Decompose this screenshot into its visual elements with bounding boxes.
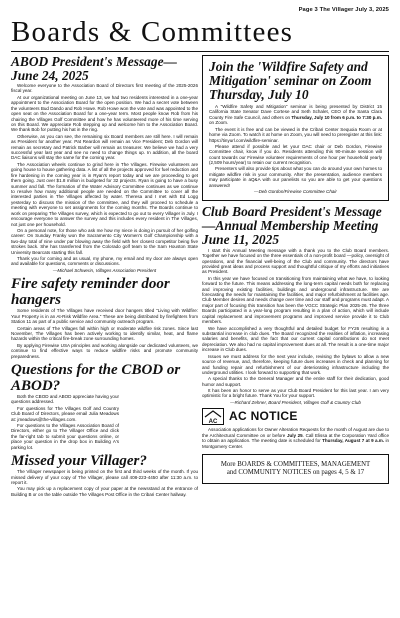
missed-paragraph: The Villager newspaper is being printed on the first and third weeks of the month. If you missed delivery of your copy of The Villager, please call 408-223-4450 after 11:30 a.m. to report it. — [11, 469, 198, 486]
wildfire-paragraph-1: A "Wildfire Safety and Mitigation" seminar is being presented by District 15 California State Senator Dave Cortese and Seth Schalet, CEO of the Santa Clara County Fire Safe Council, and others on Thursday, July 10 from 6 p.m. to 7:30 p.m. on Zoom. — [209, 104, 382, 126]
club-paragraph: A special thanks to the General Manager and the entire staff for their dedication, good humor and support. — [202, 376, 389, 387]
two-column-layout — [11, 55, 389, 498]
fire-paragraph: By applying Firewise USA principles and working alongside our dedicated volunteers, we continue to find effective ways to reduce wildfire risks and promote community preparedness. — [11, 342, 198, 359]
abod-paragraph: Welcome everyone to the Association Board of Directors first meeting of the 2025-2026 fiscal year. — [11, 83, 198, 94]
right-column — [202, 55, 389, 498]
missed-article — [11, 453, 198, 497]
club-article — [202, 205, 389, 406]
questions-paragraph: Both the CBOD and ABOD appreciate having your questions addressed. — [11, 394, 119, 405]
abod-paragraph: Otherwise, as you can see, the remaining six Board members are still here. I will remain as President for another year. Pat Reardon will remain as Vice President; Deb Gordon will remain as secretary and Patrick Barber will remain as treasurer. We believe we had a very successful year last year and see no need to change things up. In addition, all the board DAC liaisons will stay the same for the coming year. — [11, 133, 198, 161]
abod-paragraph: The Association wheels continue to grind here in The Villages. Firewise volunteers are going house to house gathering data. A list of all the projects approved for fuel reduction and fire hardening in the coming year is in Ryan's report today and we are proceeding to get them going. Just over $1.8 million is budgeted for 32 projects. Ryan is going to have a busy summer and fall. The formation of the Water Advisory Committee continues as we continue to resolve how many additional people are needed on the Committee to cover all the interested parties in The Villages affected by water. Theresa and I met with Ed Logg yesterday to discuss the mission of the committee, and they will proceed to schedule a meeting with everyone to set assignments for the coming months. The Boards continue to work on preparing The Villages survey, which is expected to go out to every Villager in July. I encourage everyone to answer the survey and this includes every resident in The Villages, not just one per household. — [11, 161, 198, 227]
questions-paragraph: For questions to the Villages Association Board of Directors, either go to The Villager Office and click the far-right tab to submit your questions online, or place your question in the drop box in Building A's parking lot. — [11, 422, 119, 450]
wildfire-paragraph-2: The event it is free and can be viewed in the Cribari Center Sequoia Room or at home via Zoom. To watch it at home on Zoom, you will need to preregister at this link: https://tinyurl.com/wildfire-seminar. — [209, 126, 382, 143]
wildfire-paragraph-3: Please attend if possible and let your DAC chair or Deb Gordon, Firewise Committee chair, know if you do. Residents attending this 90-minute session will count towards our Firewise volunteer requirements of one hour per household yearly (2,509 hours/year) to retain our current recognition. — [209, 143, 382, 166]
fire-article — [11, 276, 198, 359]
missed-title: Missed your Villager? — [11, 453, 147, 470]
questions-paragraph: For questions for The Villages Golf and Country Club Board of Directors, please email Julia Meadows at: jmeadows@the-villages.com. — [11, 405, 119, 422]
ac-logo-text: AC — [208, 419, 218, 425]
club-title: Club Board President's Message—Annual Membership Meeting June 11, 2025 — [202, 203, 382, 247]
more-boards-line-1: More BOARDS & COMMITTEES, MANAGEMENT — [220, 461, 371, 469]
club-paragraph: In this year we have focused on transitioning from maintaining what we have, to looking forward to the future. This means addressing the long-term capital needs both for replacing and improving existing facilities, buildings and underground infrastructure. We are forecasting the needs for maintaining the facilities, and major refurbishment at facilities age. Club Member desires and needs change over time and our staff and programs must adapt. A major part of focusing this transition has been the VGCC Strategic Plan 2025-26. The three Boards participated in a year-long program resulting in a plan of action, which will include capital replacement and improvement programs and improved service provide it to Club members. — [202, 275, 389, 325]
fire-body — [11, 308, 198, 359]
questions-title: Questions for the CBOD or ABOD? — [11, 362, 181, 395]
club-paragraph: I start this Annual Meeting message with a thank you to the Club Board members. Together we have focused on the three essentials of a non-profit board —policy, oversight of operations, and the financial well-being of the Club and community. The directors have provided great ideas and process support and thoughtful critique of my efforts and initiatives as President. — [202, 247, 389, 275]
ac-notice-body — [202, 427, 389, 449]
left-column — [11, 55, 198, 498]
section-masthead: Boards & Committees — [11, 16, 294, 48]
ac-logo-icon — [202, 408, 224, 425]
abod-paragraph: Thank you for coming and as usual, my phone, my email and my door are always open and available for questions, comments or discussions. — [11, 256, 198, 267]
ac-notice-header — [202, 408, 389, 425]
abod-signature: —Michael Schwerin, Villages Association President — [52, 267, 157, 273]
club-body — [202, 248, 389, 399]
wildfire-signature: —Deb Gordon/Firewise Committee Chair — [254, 189, 337, 195]
missed-body — [11, 469, 198, 497]
abod-paragraph: At our organizational meeting on June 13, we had two residents interested in a one-year appointment to the Association Board for the open position. We had a secret vote between the volunteers Bud Dando and Rob Howe. Rob Howe won the vote and was appointed to the open seat on the Association Board for a one-year term. Most people know Rob from his chairing the Villages Golf Committee and how he has volunteered more of his time serving on this Board. We appreciate Rob stepping up and welcome him to the Association Board. We thank Bob for putting his hat in the ring. — [11, 94, 198, 133]
more-boards-box — [202, 454, 389, 484]
wildfire-seminar-box — [202, 55, 389, 201]
abod-title: ABOD President's Message—June 24, 2025 — [11, 54, 177, 83]
ac-notice-paragraph: Association applications for Owner Alteration Requests for the month of August are due to the Architectural Committee on or before July 25. Call Elissa at the Corporation Yard office to obtain an application. The meeting date is scheduled for Thursday, August 7 at 9 a.m. in Montgomery Center. — [202, 427, 390, 449]
fire-title: Fire safety reminder door hangers — [11, 276, 170, 309]
fire-paragraph: Certain areas of The Villages fall within high or moderate wildfire risk zones. Since last November, The Villages has been actively working to identify similar, heat, and flame hazards within the critical fire-break zone surrounding homes. — [11, 325, 198, 342]
abod-body — [11, 83, 198, 267]
more-boards-line-2: and COMMUNITY NOTICES on pages 4, 5 & 17 — [226, 469, 365, 477]
masthead-rule — [11, 51, 389, 52]
questions-article — [11, 362, 198, 450]
club-paragraph: Issues we must address for the next year include, revising the bylaws to allow a new source of revenue, and, therefore, keeping future dues increases in check and planning for and funding repair and refurbishment of our deteriorating infrastructure including the underground utilities. I look forward to supporting that work. — [202, 353, 389, 375]
ac-notice — [202, 408, 389, 449]
missed-paragraph: You may pick up a replacement copy of your paper at the newsstand at the entrance of Building B or on the table outside The Villages Post Office in the Cribari Center hallway. — [11, 486, 198, 497]
ac-notice-title: AC NOTICE — [229, 409, 298, 424]
page-header-line: Page 3 The Villager July 3, 2025 — [298, 7, 389, 13]
club-paragraph: It has been an honor to serve as your Club Board President for this last year. I am very optimistic for a bright future. Thank You for your support. — [202, 387, 389, 399]
wildfire-paragraph-4: Presenters will also provide tips about what you can do around your own homes to mitigate wildfire risk in your community. After the presentation, audience members may participate in aQ&A with our panelists so you are able to get your questions answered! — [209, 166, 382, 188]
questions-body — [11, 394, 119, 450]
wildfire-body — [209, 104, 382, 188]
abod-paragraph: On a personal note, for those who ask me how my niece is doing in pursuit of her golfing career: On Sunday Franky won the Sacramento City Women's Golf Championship with a two-day total of nine under par blowing away the field with her closest competitor being five strokes back. She has transferred from the Colorado golf team to the Sam Houston State University Bearcats starting this fall. — [11, 227, 198, 255]
club-signature: —Richard Zehner, Board President, Villages Golf & Country Club — [230, 399, 361, 405]
club-paragraph: We have accomplished a very thoughtful and detailed budget for FY26 resulting in a substantial increase in club dues. The Board recognized the realities of inflation, increasing salaries and benefits, and the fact that our current capital contributions do not meet depreciation. We also had no capital improvement dues at all. The result is a one-time major increase in Club dues. — [202, 325, 389, 353]
fire-paragraph: Some residents of The Villages have received door hangers titled "Living with Wildfire: Your Property is in an At-Risk Wildfire Area." These are being distributed by firefighters from Station 11 as part of a public service and community outreach program. — [11, 308, 198, 325]
wildfire-title: Join the 'Wildfire Safety and Mitigation' seminar on Zoom Thursday, July 10 — [209, 59, 372, 102]
house-icon — [203, 409, 223, 424]
abod-article — [11, 55, 198, 273]
